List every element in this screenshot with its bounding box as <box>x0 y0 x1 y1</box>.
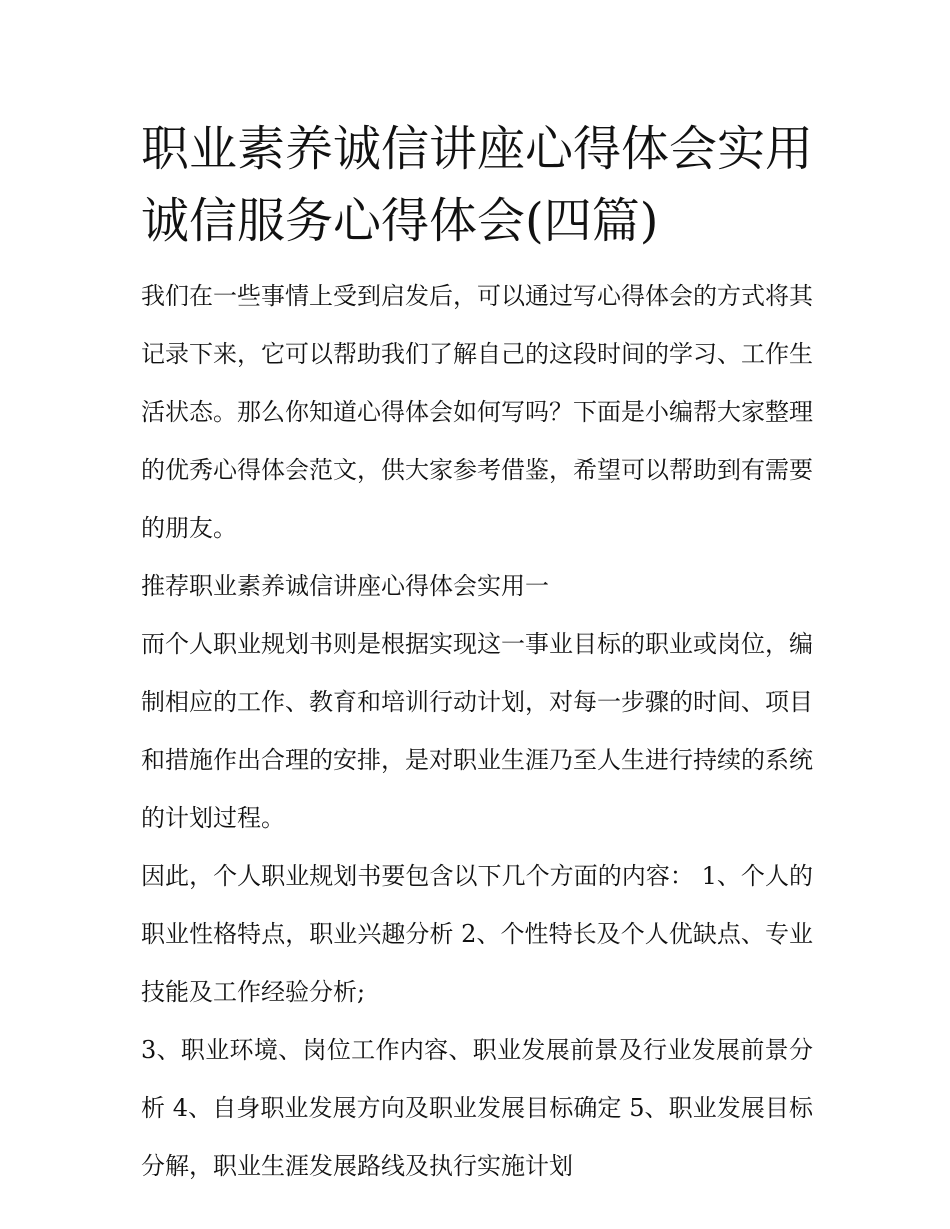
body-paragraph: 因此，个人职业规划书要包含以下几个方面的内容： 1、个人的职业性格特点，职业兴趣分析 2、个性特长及个人优缺点、专业技能及工作经验分析; <box>141 862 813 1006</box>
document-body <box>141 267 813 1195</box>
intro-paragraph: 我们在一些事情上受到启发后，可以通过写心得体会的方式将其记录下来，它可以帮助我们了解自己的这段时间的学习、工作生活状态。那么你知道心得体会如何写吗？下面是小编帮大家整理的优秀心得体会范文，供大家参考借鉴，希望可以帮助到有需要的朋友。 <box>141 282 813 542</box>
document-page <box>141 113 813 1195</box>
body-paragraph: 3、职业环境、岗位工作内容、职业发展前景及行业发展前景分析 4、自身职业发展方向及职业发展目标确定 5、职业发展目标分解，职业生涯发展路线及执行实施计划 <box>141 1036 813 1180</box>
section-heading: 推荐职业素养诚信讲座心得体会实用一 <box>141 572 549 600</box>
body-paragraph: 而个人职业规划书则是根据实现这一事业目标的职业或岗位，编制相应的工作、教育和培训行动计划，对每一步骤的时间、项目和措施作出合理的安排，是对职业生涯乃至人生进行持续的系统的计划过程。 <box>141 630 813 832</box>
document-title: 职业素养诚信讲座心得体会实用 诚信服务心得体会(四篇) <box>141 121 814 249</box>
